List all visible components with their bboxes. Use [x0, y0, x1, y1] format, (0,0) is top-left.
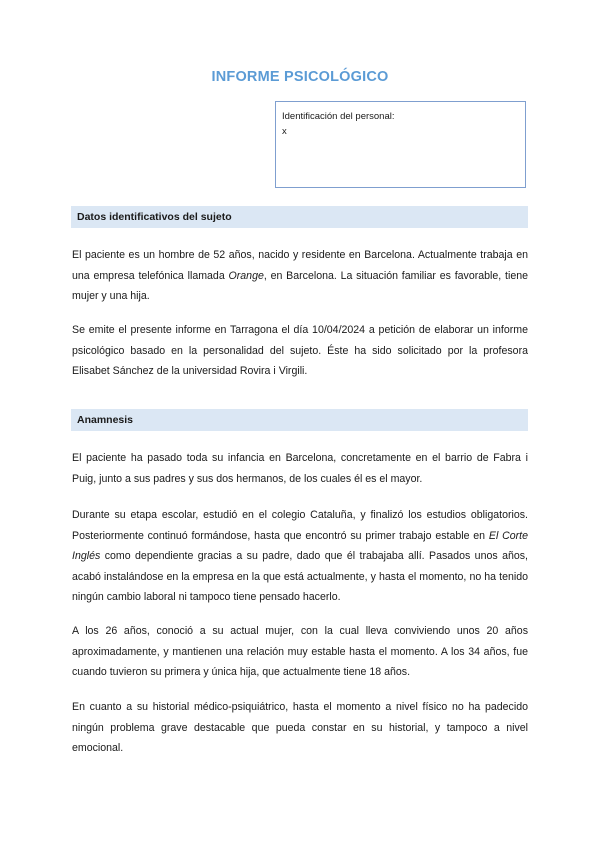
paragraph-anamnesis-2 — [72, 505, 528, 608]
identification-value: x — [282, 126, 287, 137]
paragraph-text: como dependiente gracias a su padre, dado que él trabajaba allí. Pasados unos años, acabó instalándose en la empresa en la que está actualmente, y hasta el momento, no ha tenido ningún cambio laboral ni tampoco tiene pensado hacerlo. — [72, 550, 528, 603]
paragraph-datos-2: Se emite el presente informe en Tarragona el día 10/04/2024 a petición de elaborar un informe psicológico basado en la personalidad del sujeto. Éste ha sido solicitado por la profesora Elisabet Sánchez de la universidad Rovira i Virgili. — [72, 324, 528, 377]
paragraph-text: El paciente es un hombre de 52 años, nacido y residente en Barcelona. Actualmente trabaja en una empresa telefónica llamada — [72, 249, 528, 282]
company-name-italic: Orange — [228, 269, 264, 282]
section-heading-anamnesis: Anamnesis — [71, 409, 528, 431]
section-heading-datos-identificativos: Datos identificativos del sujeto — [71, 206, 528, 228]
document-title: INFORME PSICOLÓGICO — [211, 69, 389, 85]
paragraph-datos-1 — [72, 245, 528, 307]
company-name-italic: El Corte Inglés — [72, 529, 528, 562]
paragraph-anamnesis-1: El paciente ha pasado toda su infancia en Barcelona, concretamente en el barrio de Fabra i Puig, junto a sus padres y sus dos hermanos, de los cuales él es el mayor. — [72, 452, 528, 485]
identification-label: Identificación del personal: — [282, 111, 395, 122]
paragraph-anamnesis-4: En cuanto a su historial médico-psiquiátrico, hasta el momento a nivel físico no ha padecido ningún problema grave destacable que pueda constar en su historial, y tampoco a nivel emocional. — [72, 701, 528, 754]
identification-box — [275, 101, 526, 188]
paragraph-text: Durante su etapa escolar, estudió en el colegio Cataluña, y finalizó los estudios obligatorios. Posteriormente continuó formándose, hasta que encontró su primer trabajo estable en — [72, 509, 528, 542]
paragraph-anamnesis-3: A los 26 años, conoció a su actual mujer, con la cual lleva conviviendo unos 20 años aproximadamente, y mantienen una relación muy estable hasta el momento. A los 34 años, fue cuando tuvieron su primera y única hija, que actualmente tiene 18 años. — [72, 625, 528, 678]
paragraph-text: , en Barcelona. La situación familiar es favorable, tiene mujer y una hija. — [72, 269, 528, 302]
